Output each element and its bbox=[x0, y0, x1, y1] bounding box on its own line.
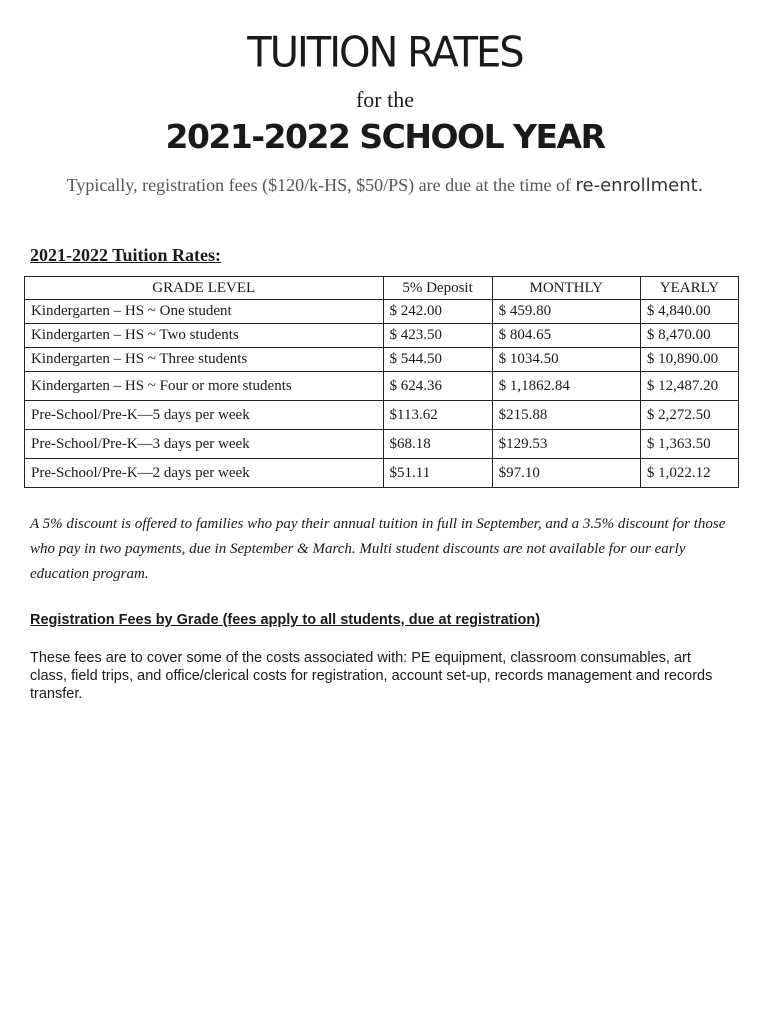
column-header-yearly: YEARLY bbox=[640, 277, 738, 300]
table-row bbox=[25, 401, 739, 430]
column-header-grade-level: GRADE LEVEL bbox=[25, 277, 384, 300]
table-row bbox=[25, 372, 739, 401]
column-header-deposit: 5% Deposit bbox=[383, 277, 492, 300]
deposit-cell: $ 242.00 bbox=[383, 300, 492, 324]
grade-level-cell: Pre-School/Pre-K—3 days per week bbox=[25, 430, 384, 459]
table-row bbox=[25, 430, 739, 459]
table-row bbox=[25, 300, 739, 324]
grade-level-cell: Kindergarten – HS ~ Three students bbox=[25, 348, 384, 372]
deposit-cell: $113.62 bbox=[383, 401, 492, 430]
registration-fees-note-text: Typically, registration fees ($120/k-HS, $50/PS) are due at the time of bbox=[66, 175, 576, 195]
grade-level-cell: Pre-School/Pre-K—5 days per week bbox=[25, 401, 384, 430]
grade-level-cell: Pre-School/Pre-K—2 days per week bbox=[25, 459, 384, 488]
yearly-cell: $ 4,840.00 bbox=[640, 300, 738, 324]
monthly-cell: $97.10 bbox=[492, 459, 640, 488]
discount-note: A 5% discount is offered to families who pay their annual tuition in full in September, and a 3.5% discount for those who pay in two payments, due in September & March. Multi student discounts are not available for our early education program. bbox=[30, 516, 726, 582]
tuition-rates-heading: 2021-2022 Tuition Rates: bbox=[30, 245, 222, 265]
registration-fees-note bbox=[0, 175, 770, 196]
deposit-cell: $51.11 bbox=[383, 459, 492, 488]
deposit-cell: $ 423.50 bbox=[383, 324, 492, 348]
yearly-cell: $ 12,487.20 bbox=[640, 372, 738, 401]
monthly-cell: $ 1034.50 bbox=[492, 348, 640, 372]
yearly-cell: $ 1,363.50 bbox=[640, 430, 738, 459]
monthly-cell: $ 804.65 bbox=[492, 324, 640, 348]
registration-fees-note-accent: re-enrollment. bbox=[575, 175, 704, 196]
deposit-cell: $ 624.36 bbox=[383, 372, 492, 401]
column-header-monthly: MONTHLY bbox=[492, 277, 640, 300]
registration-fees-heading: Registration Fees by Grade (fees apply to all students, due at registration) bbox=[30, 612, 541, 628]
page-subtitle: for the bbox=[355, 87, 415, 112]
yearly-cell: $ 1,022.12 bbox=[640, 459, 738, 488]
yearly-cell: $ 2,272.50 bbox=[640, 401, 738, 430]
deposit-cell: $68.18 bbox=[383, 430, 492, 459]
grade-level-cell: Kindergarten – HS ~ Four or more students bbox=[25, 372, 384, 401]
grade-level-cell: Kindergarten – HS ~ One student bbox=[25, 300, 384, 324]
monthly-cell: $215.88 bbox=[492, 401, 640, 430]
school-year-title: 2021-2022 SCHOOL YEAR bbox=[165, 117, 605, 156]
page-title: TUITION RATES bbox=[247, 28, 523, 78]
yearly-cell: $ 8,470.00 bbox=[640, 324, 738, 348]
registration-fees-description: These fees are to cover some of the costs associated with: PE equipment, classroom consumables, art class, field trips, and office/clerical costs for registration, account set-up, records management and records transfer. bbox=[30, 650, 713, 702]
deposit-cell: $ 544.50 bbox=[383, 348, 492, 372]
table-row bbox=[25, 459, 739, 488]
grade-level-cell: Kindergarten – HS ~ Two students bbox=[25, 324, 384, 348]
tuition-rates-table bbox=[24, 276, 739, 488]
monthly-cell: $ 459.80 bbox=[492, 300, 640, 324]
table-header-row bbox=[25, 277, 739, 300]
table-row bbox=[25, 348, 739, 372]
monthly-cell: $ 1,1862.84 bbox=[492, 372, 640, 401]
yearly-cell: $ 10,890.00 bbox=[640, 348, 738, 372]
table-row bbox=[25, 324, 739, 348]
monthly-cell: $129.53 bbox=[492, 430, 640, 459]
